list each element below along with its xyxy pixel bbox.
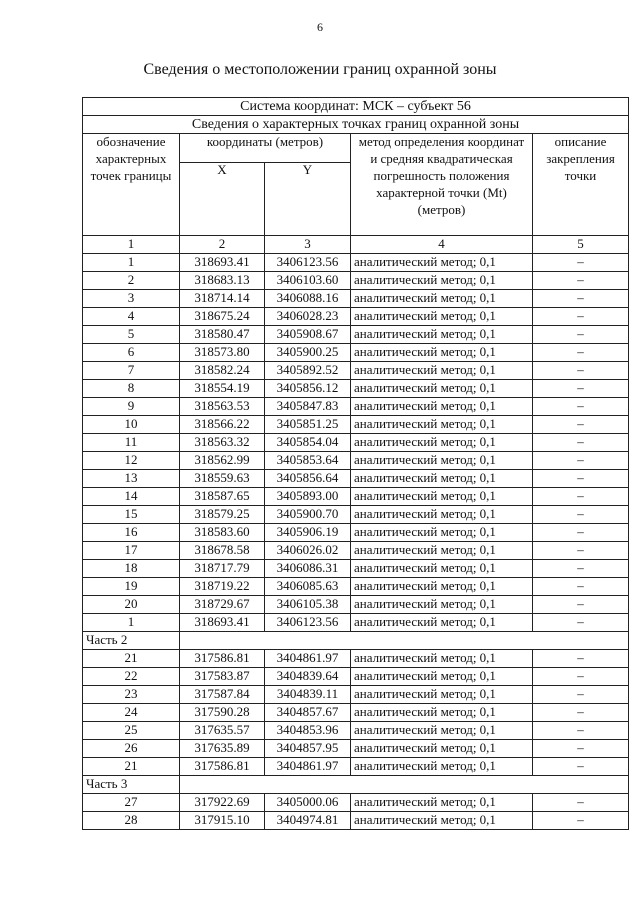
column-number: 4 [351, 236, 533, 254]
method-cell: аналитический метод; 0,1 [351, 344, 533, 362]
x-coordinate-cell: 317590.28 [180, 704, 265, 722]
x-coordinate-cell: 318579.25 [180, 506, 265, 524]
point-number-cell: 14 [83, 488, 180, 506]
description-cell: – [533, 272, 629, 290]
table-row [83, 524, 629, 542]
description-cell: – [533, 398, 629, 416]
point-number-cell: 10 [83, 416, 180, 434]
description-cell: – [533, 812, 629, 830]
description-cell: – [533, 542, 629, 560]
point-number-cell: 23 [83, 686, 180, 704]
header-point-designation: обозначение характерных точек границы [83, 134, 180, 236]
description-cell: – [533, 578, 629, 596]
x-coordinate-cell: 317586.81 [180, 650, 265, 668]
table-row [83, 434, 629, 452]
table-row [83, 596, 629, 614]
point-number-cell: 18 [83, 560, 180, 578]
x-coordinate-cell: 318562.99 [180, 452, 265, 470]
table-row [83, 650, 629, 668]
description-cell: – [533, 740, 629, 758]
table-row [83, 452, 629, 470]
point-number-cell: 3 [83, 290, 180, 308]
point-number-cell: 17 [83, 542, 180, 560]
y-coordinate-cell: 3406026.02 [265, 542, 351, 560]
description-cell: – [533, 470, 629, 488]
y-coordinate-cell: 3405853.64 [265, 452, 351, 470]
description-cell: – [533, 704, 629, 722]
y-coordinate-cell: 3405851.25 [265, 416, 351, 434]
table-row [83, 344, 629, 362]
y-coordinate-cell: 3405847.83 [265, 398, 351, 416]
x-coordinate-cell: 318559.63 [180, 470, 265, 488]
description-cell: – [533, 362, 629, 380]
point-number-cell: 24 [83, 704, 180, 722]
description-cell: – [533, 452, 629, 470]
y-coordinate-cell: 3404853.96 [265, 722, 351, 740]
method-cell: аналитический метод; 0,1 [351, 254, 533, 272]
table-row [83, 398, 629, 416]
point-number-cell: 7 [83, 362, 180, 380]
method-cell: аналитический метод; 0,1 [351, 290, 533, 308]
description-cell: – [533, 488, 629, 506]
method-cell: аналитический метод; 0,1 [351, 794, 533, 812]
y-coordinate-cell: 3404974.81 [265, 812, 351, 830]
method-cell: аналитический метод; 0,1 [351, 524, 533, 542]
y-coordinate-cell: 3404857.95 [265, 740, 351, 758]
method-cell: аналитический метод; 0,1 [351, 578, 533, 596]
x-coordinate-cell: 317587.84 [180, 686, 265, 704]
method-cell: аналитический метод; 0,1 [351, 416, 533, 434]
y-coordinate-cell: 3405906.19 [265, 524, 351, 542]
description-cell: – [533, 254, 629, 272]
part-label: Часть 3 [83, 776, 180, 794]
description-cell: – [533, 326, 629, 344]
description-cell: – [533, 344, 629, 362]
x-coordinate-cell: 317583.87 [180, 668, 265, 686]
y-coordinate-cell: 3405854.04 [265, 434, 351, 452]
part-header-row [83, 632, 629, 650]
point-number-cell: 8 [83, 380, 180, 398]
y-coordinate-cell: 3406085.63 [265, 578, 351, 596]
description-cell: – [533, 614, 629, 632]
method-cell: аналитический метод; 0,1 [351, 650, 533, 668]
table-row [83, 758, 629, 776]
x-coordinate-cell: 318583.60 [180, 524, 265, 542]
coordinate-system-row: Система координат: МСК – субъект 56 [83, 98, 629, 116]
point-number-cell: 25 [83, 722, 180, 740]
description-cell: – [533, 434, 629, 452]
point-number-cell: 1 [83, 254, 180, 272]
point-number-cell: 16 [83, 524, 180, 542]
x-coordinate-cell: 318573.80 [180, 344, 265, 362]
method-cell: аналитический метод; 0,1 [351, 434, 533, 452]
y-coordinate-cell: 3406088.16 [265, 290, 351, 308]
method-cell: аналитический метод; 0,1 [351, 506, 533, 524]
table-row [83, 362, 629, 380]
table-row [83, 722, 629, 740]
method-cell: аналитический метод; 0,1 [351, 398, 533, 416]
header-description: описание закрепления точки [533, 134, 629, 236]
method-cell: аналитический метод; 0,1 [351, 758, 533, 776]
table-row [83, 614, 629, 632]
point-number-cell: 20 [83, 596, 180, 614]
description-cell: – [533, 290, 629, 308]
table-row [83, 488, 629, 506]
table-row [83, 704, 629, 722]
description-cell: – [533, 308, 629, 326]
table-row [83, 308, 629, 326]
y-coordinate-cell: 3404839.64 [265, 668, 351, 686]
x-coordinate-cell: 318717.79 [180, 560, 265, 578]
table-row [83, 380, 629, 398]
description-cell: – [533, 416, 629, 434]
table-row [83, 254, 629, 272]
y-coordinate-cell: 3405900.70 [265, 506, 351, 524]
point-number-cell: 27 [83, 794, 180, 812]
part-header-row [83, 776, 629, 794]
method-cell: аналитический метод; 0,1 [351, 560, 533, 578]
x-coordinate-cell: 318566.22 [180, 416, 265, 434]
table-row [83, 560, 629, 578]
table-row [83, 542, 629, 560]
point-number-cell: 13 [83, 470, 180, 488]
point-number-cell: 12 [83, 452, 180, 470]
y-coordinate-cell: 3405900.25 [265, 344, 351, 362]
y-coordinate-cell: 3404861.97 [265, 650, 351, 668]
x-coordinate-cell: 318729.67 [180, 596, 265, 614]
y-coordinate-cell: 3405856.12 [265, 380, 351, 398]
header-x: X [180, 163, 265, 236]
column-number: 1 [83, 236, 180, 254]
part-row-blank [180, 776, 629, 794]
x-coordinate-cell: 318719.22 [180, 578, 265, 596]
x-coordinate-cell: 318714.14 [180, 290, 265, 308]
y-coordinate-cell: 3405892.52 [265, 362, 351, 380]
description-cell: – [533, 560, 629, 578]
point-number-cell: 28 [83, 812, 180, 830]
point-number-cell: 22 [83, 668, 180, 686]
column-numbers-row [83, 236, 629, 254]
description-cell: – [533, 722, 629, 740]
method-cell: аналитический метод; 0,1 [351, 272, 533, 290]
table-row [83, 794, 629, 812]
point-number-cell: 19 [83, 578, 180, 596]
x-coordinate-cell: 318582.24 [180, 362, 265, 380]
method-cell: аналитический метод; 0,1 [351, 542, 533, 560]
table-row [83, 668, 629, 686]
y-coordinate-cell: 3404857.67 [265, 704, 351, 722]
method-cell: аналитический метод; 0,1 [351, 470, 533, 488]
method-cell: аналитический метод; 0,1 [351, 488, 533, 506]
x-coordinate-cell: 318693.41 [180, 254, 265, 272]
table-row [83, 470, 629, 488]
table-row [83, 686, 629, 704]
description-cell: – [533, 650, 629, 668]
point-number-cell: 11 [83, 434, 180, 452]
method-cell: аналитический метод; 0,1 [351, 740, 533, 758]
point-number-cell: 9 [83, 398, 180, 416]
y-coordinate-cell: 3406103.60 [265, 272, 351, 290]
column-number: 3 [265, 236, 351, 254]
table-row [83, 416, 629, 434]
method-cell: аналитический метод; 0,1 [351, 704, 533, 722]
x-coordinate-cell: 318678.58 [180, 542, 265, 560]
description-cell: – [533, 524, 629, 542]
y-coordinate-cell: 3405856.64 [265, 470, 351, 488]
boundary-points-table [82, 97, 629, 830]
point-number-cell: 15 [83, 506, 180, 524]
y-coordinate-cell: 3406123.56 [265, 254, 351, 272]
method-cell: аналитический метод; 0,1 [351, 452, 533, 470]
point-number-cell: 21 [83, 650, 180, 668]
table-row [83, 506, 629, 524]
page-number: 6 [317, 20, 323, 34]
x-coordinate-cell: 318563.32 [180, 434, 265, 452]
table-row [83, 290, 629, 308]
y-coordinate-cell: 3405893.00 [265, 488, 351, 506]
y-coordinate-cell: 3406028.23 [265, 308, 351, 326]
x-coordinate-cell: 317586.81 [180, 758, 265, 776]
column-number: 5 [533, 236, 629, 254]
description-cell: – [533, 758, 629, 776]
method-cell: аналитический метод; 0,1 [351, 362, 533, 380]
x-coordinate-cell: 317915.10 [180, 812, 265, 830]
description-cell: – [533, 668, 629, 686]
x-coordinate-cell: 318683.13 [180, 272, 265, 290]
method-cell: аналитический метод; 0,1 [351, 722, 533, 740]
part-label: Часть 2 [83, 632, 180, 650]
table-row [83, 740, 629, 758]
method-cell: аналитический метод; 0,1 [351, 812, 533, 830]
description-cell: – [533, 596, 629, 614]
method-cell: аналитический метод; 0,1 [351, 308, 533, 326]
method-cell: аналитический метод; 0,1 [351, 326, 533, 344]
method-cell: аналитический метод; 0,1 [351, 668, 533, 686]
x-coordinate-cell: 318693.41 [180, 614, 265, 632]
x-coordinate-cell: 317922.69 [180, 794, 265, 812]
header-method: метод определения координат и средняя квадратическая погрешность положения характерной точки (Mt) (метров) [351, 134, 533, 236]
table-row [83, 272, 629, 290]
page-title: Сведения о местоположении границ охранной зоны [143, 61, 497, 78]
x-coordinate-cell: 318563.53 [180, 398, 265, 416]
point-number-cell: 21 [83, 758, 180, 776]
description-cell: – [533, 506, 629, 524]
point-number-cell: 5 [83, 326, 180, 344]
description-cell: – [533, 380, 629, 398]
y-coordinate-cell: 3406086.31 [265, 560, 351, 578]
method-cell: аналитический метод; 0,1 [351, 596, 533, 614]
method-cell: аналитический метод; 0,1 [351, 614, 533, 632]
x-coordinate-cell: 318554.19 [180, 380, 265, 398]
table-row [83, 326, 629, 344]
y-coordinate-cell: 3404861.97 [265, 758, 351, 776]
table-row [83, 812, 629, 830]
point-number-cell: 2 [83, 272, 180, 290]
point-number-cell: 6 [83, 344, 180, 362]
y-coordinate-cell: 3405000.06 [265, 794, 351, 812]
x-coordinate-cell: 317635.57 [180, 722, 265, 740]
description-cell: – [533, 686, 629, 704]
point-number-cell: 26 [83, 740, 180, 758]
x-coordinate-cell: 318587.65 [180, 488, 265, 506]
method-cell: аналитический метод; 0,1 [351, 686, 533, 704]
y-coordinate-cell: 3406105.38 [265, 596, 351, 614]
point-number-cell: 4 [83, 308, 180, 326]
x-coordinate-cell: 318675.24 [180, 308, 265, 326]
point-number-cell: 1 [83, 614, 180, 632]
y-coordinate-cell: 3405908.67 [265, 326, 351, 344]
header-coordinates: координаты (метров) [180, 134, 351, 163]
y-coordinate-cell: 3406123.56 [265, 614, 351, 632]
method-cell: аналитический метод; 0,1 [351, 380, 533, 398]
header-y: Y [265, 163, 351, 236]
description-cell: – [533, 794, 629, 812]
x-coordinate-cell: 317635.89 [180, 740, 265, 758]
section-title-row: Сведения о характерных точках границ охранной зоны [83, 116, 629, 134]
y-coordinate-cell: 3404839.11 [265, 686, 351, 704]
x-coordinate-cell: 318580.47 [180, 326, 265, 344]
column-number: 2 [180, 236, 265, 254]
table-row [83, 578, 629, 596]
part-row-blank [180, 632, 629, 650]
